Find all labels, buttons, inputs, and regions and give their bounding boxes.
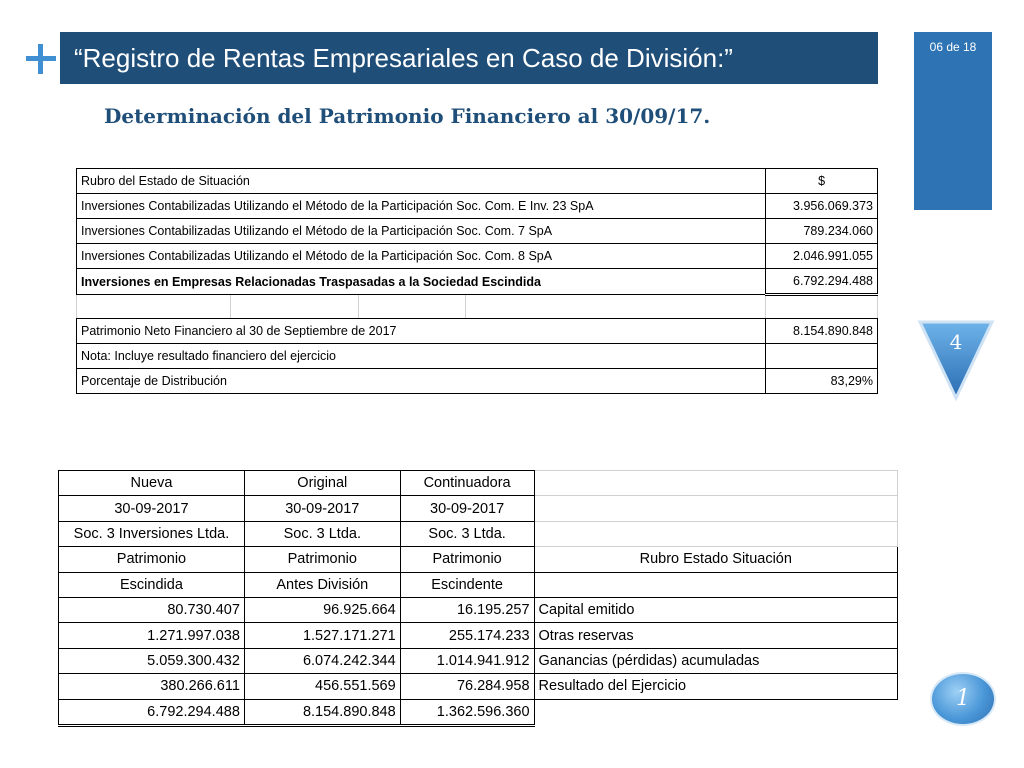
- patrimonio-head: Patrimonio: [59, 547, 245, 572]
- table-row: [59, 597, 898, 622]
- table-row: [77, 344, 878, 369]
- table-row: [77, 319, 878, 344]
- row-label: Inversiones Contabilizadas Utilizando el Método de la Participación Soc. Com. 7 SpA: [77, 219, 766, 244]
- total-cell: 1.362.596.360: [400, 699, 534, 725]
- row-value: 6.792.294.488: [766, 269, 878, 295]
- table-row: [77, 219, 878, 244]
- rubro-cell: Capital emitido: [534, 597, 897, 622]
- porcentaje-label: Porcentaje de Distribución: [77, 369, 766, 394]
- row-label: Inversiones Contabilizadas Utilizando el Método de la Participación Soc. Com. E Inv. 23 SpA: [77, 194, 766, 219]
- patrimonio-label: Patrimonio Neto Financiero al 30 de Septiembre de 2017: [77, 319, 766, 344]
- company-cell: Soc. 3 Ltda.: [244, 521, 400, 546]
- sub-head: Escindente: [400, 572, 534, 597]
- date-row: [59, 496, 898, 521]
- table-row: [59, 623, 898, 648]
- totals-row: [59, 699, 898, 725]
- company-cell: Soc. 3 Inversiones Ltda.: [59, 521, 245, 546]
- col-head: Original: [244, 471, 400, 496]
- slide-title: “Registro de Rentas Empresariales en Caso de División:”: [60, 32, 878, 84]
- table-row: [77, 194, 878, 219]
- col-head: Nueva: [59, 471, 245, 496]
- porcentaje-value: 83,29%: [766, 369, 878, 394]
- row-value: 3.956.069.373: [766, 194, 878, 219]
- circle-badge[interactable]: 1: [930, 672, 996, 726]
- col-head: Continuadora: [400, 471, 534, 496]
- value-cell: 6.074.242.344: [244, 648, 400, 673]
- patrimonio-row: [59, 547, 898, 572]
- triangle-badge-number: 4: [949, 330, 963, 354]
- value-cell: 1.014.941.912: [400, 648, 534, 673]
- total-cell: 6.792.294.488: [59, 699, 245, 725]
- patrimonio-head: Patrimonio: [244, 547, 400, 572]
- table-row: [59, 648, 898, 673]
- company-row: [59, 521, 898, 546]
- value-cell: 5.059.300.432: [59, 648, 245, 673]
- header-label: Rubro del Estado de Situación: [77, 169, 766, 194]
- rubro-cell: Resultado del Ejercicio: [534, 674, 897, 699]
- value-cell: 76.284.958: [400, 674, 534, 699]
- table-row: [59, 674, 898, 699]
- page-number: 06 de 18: [929, 40, 977, 54]
- date-cell: 30-09-2017: [244, 496, 400, 521]
- patrimonio-financiero-table: [76, 168, 878, 394]
- rubro-cell: Otras reservas: [534, 623, 897, 648]
- rubro-head: Rubro Estado Situación: [534, 547, 897, 572]
- table-row: [77, 369, 878, 394]
- row-label: Inversiones Contabilizadas Utilizando el Método de la Participación Soc. Com. 8 SpA: [77, 244, 766, 269]
- plus-icon: [26, 44, 56, 74]
- division-patrimonio-table: [58, 470, 898, 727]
- value-cell: 456.551.569: [244, 674, 400, 699]
- value-cell: 380.266.611: [59, 674, 245, 699]
- table-row: [77, 244, 878, 269]
- row-value: 789.234.060: [766, 219, 878, 244]
- date-cell: 30-09-2017: [59, 496, 245, 521]
- row-value: 2.046.991.055: [766, 244, 878, 269]
- company-cell: Soc. 3 Ltda.: [400, 521, 534, 546]
- value-cell: 1.271.997.038: [59, 623, 245, 648]
- row-label: Inversiones en Empresas Relacionadas Traspasadas a la Sociedad Escindida: [77, 269, 766, 295]
- value-cell: 16.195.257: [400, 597, 534, 622]
- total-cell: 8.154.890.848: [244, 699, 400, 725]
- patrimonio-head: Patrimonio: [400, 547, 534, 572]
- table-header-row: [59, 471, 898, 496]
- spacer-row: [77, 295, 878, 319]
- sub-head-row: [59, 572, 898, 597]
- date-cell: 30-09-2017: [400, 496, 534, 521]
- nota-text: Nota: Incluye resultado financiero del ejercicio: [77, 344, 766, 369]
- rubro-cell: Ganancias (pérdidas) acumuladas: [534, 648, 897, 673]
- header-currency: $: [766, 169, 878, 194]
- value-cell: 80.730.407: [59, 597, 245, 622]
- value-cell: 96.925.664: [244, 597, 400, 622]
- value-cell: 1.527.171.271: [244, 623, 400, 648]
- table-row: [77, 269, 878, 295]
- sub-head: Escindida: [59, 572, 245, 597]
- table-header-row: [77, 169, 878, 194]
- page-indicator-panel: [914, 32, 992, 210]
- slide-subtitle: Determinación del Patrimonio Financiero al 30/09/17.: [104, 104, 711, 128]
- value-cell: 255.174.233: [400, 623, 534, 648]
- patrimonio-value: 8.154.890.848: [766, 319, 878, 344]
- sub-head: Antes División: [244, 572, 400, 597]
